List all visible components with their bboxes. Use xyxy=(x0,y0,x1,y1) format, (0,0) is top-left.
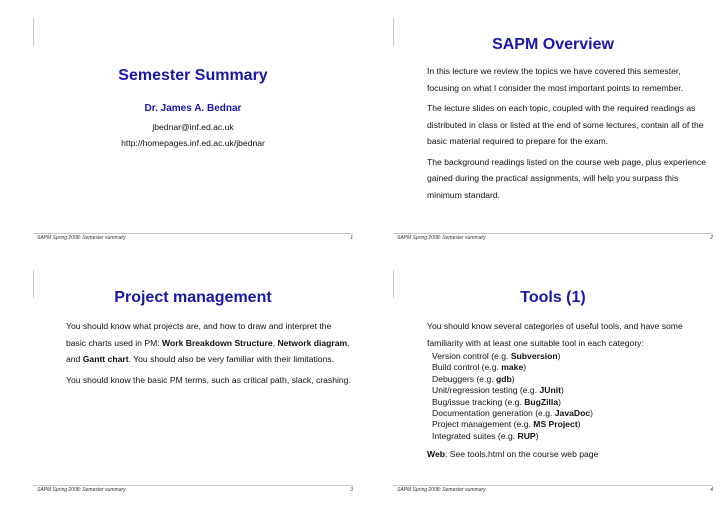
slide-2 xyxy=(393,18,713,243)
author-email: jbednar@inf.ed.ac.uk xyxy=(152,122,234,132)
slide-title: Tools (1) xyxy=(520,289,586,306)
page-number: 4 xyxy=(710,487,713,493)
paragraph: The lecture slides on each topic, coupled with the required readings as distributed in class or listed at the end of some lectures, contain all of the basic material required to prepare for the exam. xyxy=(427,103,704,146)
slide-4 xyxy=(393,270,713,495)
page-number: 3 xyxy=(350,487,353,493)
footer-rule xyxy=(33,485,353,486)
footer-text: SAPM Spring 2008: Semester summary xyxy=(397,487,486,493)
paragraph: You should know the basic PM terms, such as critical path, slack, crashing. xyxy=(66,374,351,385)
web-note: Web: See tools.html on the course web page xyxy=(427,449,599,460)
list-item: Project management (e.g. MS Project) xyxy=(432,419,581,430)
slide-3 xyxy=(33,270,353,495)
footer-text: SAPM Spring 2008: Semester summary xyxy=(37,487,126,493)
page-corner-mark xyxy=(33,18,34,46)
paragraph: In this lecture we review the topics we have covered this semester, focusing on what I consider the most important points to remember. xyxy=(427,66,684,93)
slide-title: SAPM Overview xyxy=(492,36,614,53)
page-number: 1 xyxy=(350,235,353,241)
slide-body xyxy=(66,318,352,392)
footer-rule xyxy=(393,485,713,486)
slide-1 xyxy=(33,18,353,243)
list-item: Integrated suites (e.g. RUP) xyxy=(432,430,539,441)
paragraph: The background readings listed on the course web page, plus experience gained during the practical assignments, will help you surpass this minimum standard. xyxy=(427,156,706,200)
slide-body xyxy=(427,63,711,207)
term-wbs: Work Breakdown Structure xyxy=(162,337,273,348)
slide-body xyxy=(427,318,711,467)
list-item: Documentation generation (e.g. JavaDoc) xyxy=(432,408,594,419)
page-number: 2 xyxy=(710,235,713,241)
term-network-diagram: Network diagram xyxy=(277,337,348,348)
list-item: Version control (e.g. Subversion) xyxy=(432,351,561,361)
slide-title: Project management xyxy=(114,289,272,306)
term-gantt-chart: Gantt chart xyxy=(82,354,129,364)
footer-text: SAPM Spring 2008: Semester summary xyxy=(37,235,126,241)
list-item: Build control (e.g. make) xyxy=(432,362,527,373)
tool-list xyxy=(432,351,711,442)
footer-rule xyxy=(33,233,353,234)
list-item: Debuggers (e.g. gdb) xyxy=(432,373,515,384)
author-url: http://homepages.inf.ed.ac.uk/jbednar xyxy=(121,138,265,148)
paragraph: You should know what projects are, and how to draw and interpret the basic charts used in PM: Work Breakdown Structure, Network diagram, and Gantt chart. You should also be very familiar with their limitations. xyxy=(66,321,350,364)
footer-rule xyxy=(393,233,713,234)
footer-text: SAPM Spring 2008: Semester summary xyxy=(397,235,486,241)
list-item: Bug/issue tracking (e.g. BugZilla) xyxy=(432,396,561,407)
list-item: Unit/regression testing (e.g. JUnit) xyxy=(432,385,564,396)
paragraph: You should know several categories of useful tools, and have some familiarity with at least one suitable tool in each category: xyxy=(427,321,683,348)
slide-title: Semester Summary xyxy=(118,67,268,84)
author-name: Dr. James A. Bednar xyxy=(144,103,242,114)
